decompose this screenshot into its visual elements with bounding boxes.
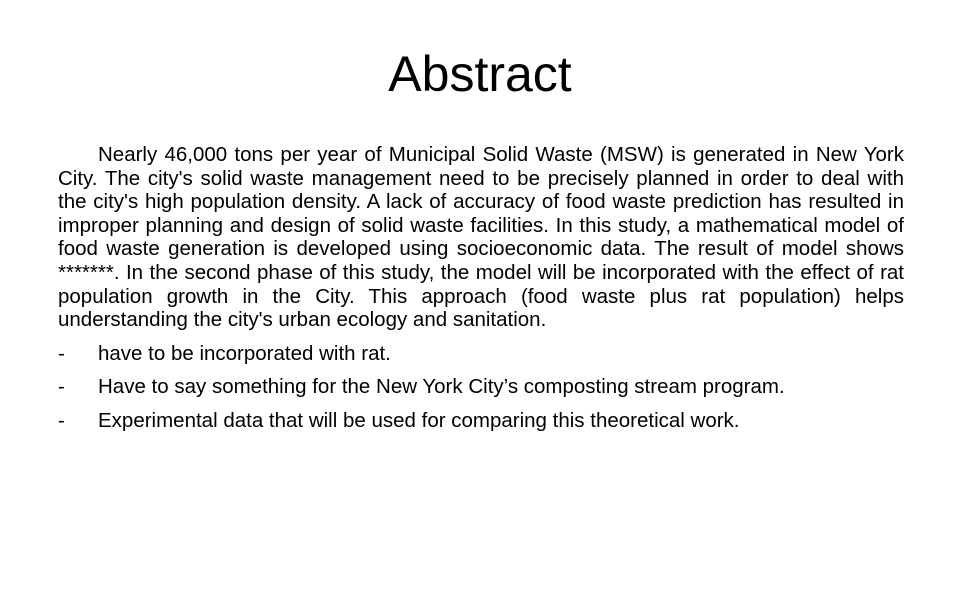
- slide-title: Abstract: [388, 46, 572, 102]
- bullet-text: Have to say something for the New York City’s composting stream program.: [98, 375, 785, 399]
- abstract-paragraph: Nearly 46,000 tons per year of Municipal Solid Waste (MSW) is generated in New York City. The city's solid waste management need to be precisely planned in order to deal with the city's high population density. A lack of accuracy of food waste prediction has resulted in improper planning and design of solid waste facilities. In this study, a mathematical model of food waste generation is developed using socioeconomic data. The result of model shows *******. In the second phase of this study, the model will be incorporated with the effect of rat population growth in the City. This approach (food waste plus rat population) helps understanding the city's urban ecology and sanitation.: [58, 143, 904, 332]
- bullet-list: [58, 342, 904, 433]
- bullet-text: Experimental data that will be used for comparing this theoretical work.: [98, 408, 740, 432]
- bullet-item: [58, 375, 904, 399]
- bullet-item: [58, 342, 904, 366]
- bullet-item: [58, 409, 904, 433]
- bullet-marker: -: [58, 408, 65, 432]
- bullet-text: have to be incorporated with rat.: [98, 341, 391, 365]
- bullet-marker: -: [58, 341, 65, 365]
- bullet-marker: -: [58, 375, 65, 399]
- slide-body: [58, 143, 904, 433]
